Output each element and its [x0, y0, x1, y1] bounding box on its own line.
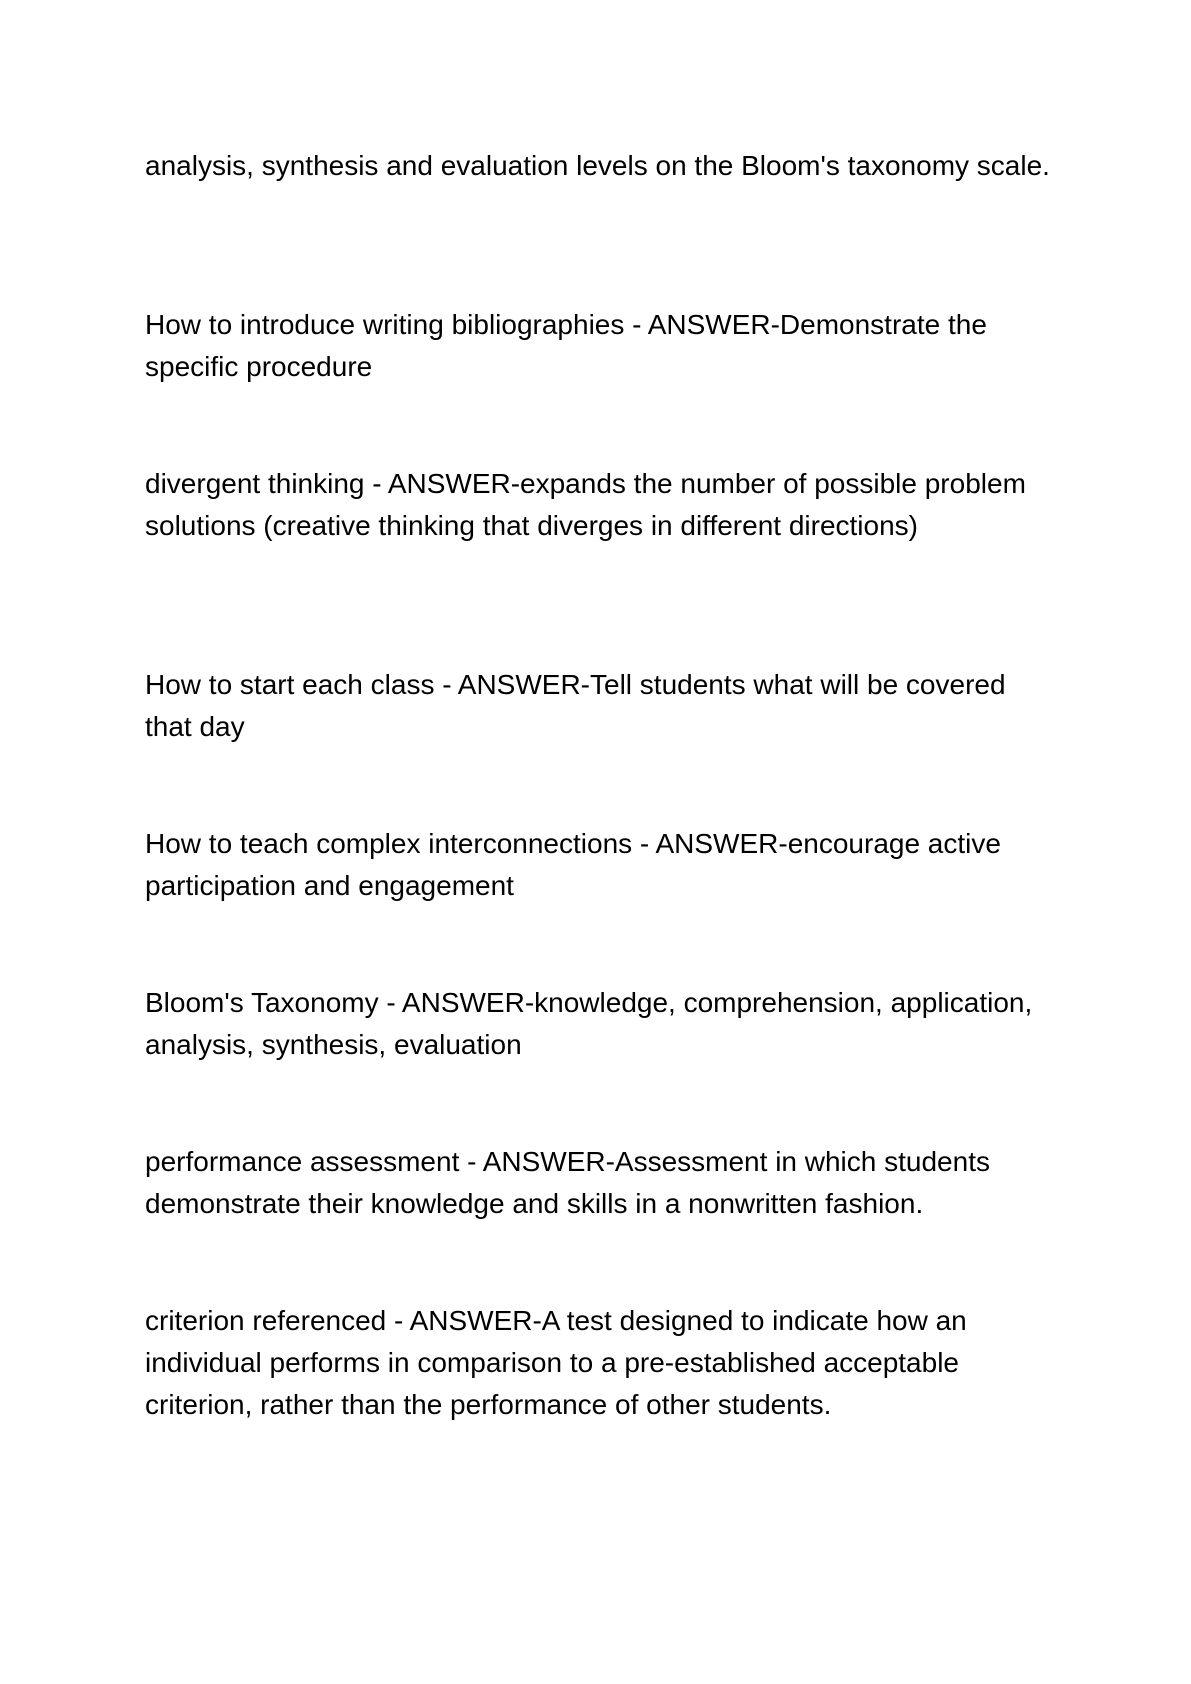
entry-writing-bibliographies: How to introduce writing bibliographies - ANSWER-Demonstrate the specific procedure	[145, 309, 987, 382]
entry-criterion-referenced: criterion referenced - ANSWER-A test designed to indicate how an individual performs in comparison to a pre-established acceptable criterion, rather than the performance of other students.	[145, 1305, 967, 1420]
entry-complex-interconnections: How to teach complex interconnections - ANSWER-encourage active participation and engagement	[145, 828, 1001, 901]
entry-start-each-class: How to start each class - ANSWER-Tell students what will be covered that day	[145, 669, 1006, 742]
entry-divergent-thinking: divergent thinking - ANSWER-expands the number of possible problem solutions (creative thinking that diverges in different directions)	[145, 468, 1026, 541]
entry-performance-assessment: performance assessment - ANSWER-Assessment in which students demonstrate their knowledge and skills in a nonwritten fashion.	[145, 1146, 990, 1219]
entry-blooms-taxonomy: Bloom's Taxonomy - ANSWER-knowledge, comprehension, application, analysis, synthesis, evaluation	[145, 987, 1033, 1060]
entry-blooms-levels-continuation: analysis, synthesis and evaluation levels on the Bloom's taxonomy scale.	[145, 150, 1050, 181]
